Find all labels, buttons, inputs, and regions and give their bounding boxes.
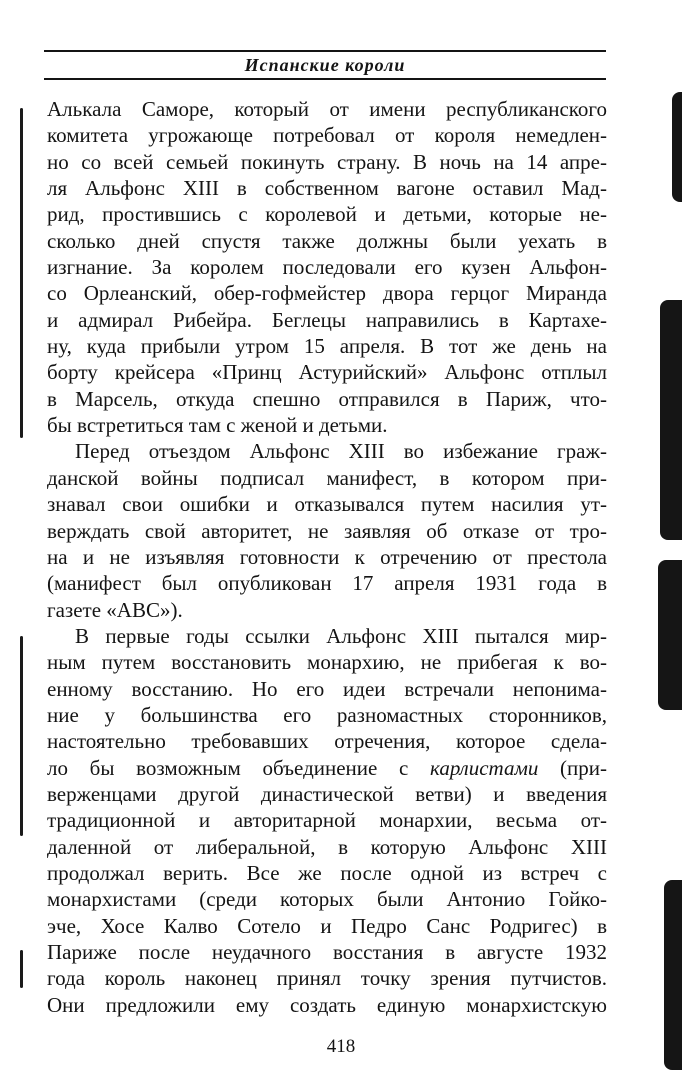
- text-line: года король наконец принял точку зрения путчистов.: [47, 966, 607, 991]
- text-line: ние у большинства его разномастных сторонников,: [47, 702, 607, 727]
- text-line: Перед отъездом Альфонс XIII во избежание граж-: [75, 439, 607, 464]
- page-number: 418: [326, 1036, 356, 1057]
- text-line: монархистами (среди которых были Антонио Гойко-: [47, 887, 607, 912]
- text-line: настоятельно требовавших отречения, которое сдела-: [47, 729, 607, 754]
- text-line: ля Альфонс XIII в собственном вагоне оставил Мад-: [47, 176, 607, 201]
- text-line: данской войны подписал манифест, в котором при-: [47, 465, 607, 490]
- text-line: даленной от либеральной, в которую Альфонс XIII: [47, 834, 607, 859]
- text-line: [47, 755, 607, 781]
- text-line: В первые годы ссылки Альфонс XIII пытался мир-: [75, 623, 607, 648]
- text-line: на и не изъявляя готовности к отречению от престола: [47, 544, 607, 569]
- text-line: эче, Хосе Калво Сотело и Педро Санс Родригес) в: [47, 913, 607, 938]
- margin-mark: [20, 950, 23, 988]
- text-line: верждать свой авторитет, не заявляя об отказе от тро-: [47, 518, 607, 543]
- text-line: и адмирал Рибейра. Беглецы направились в Картахе-: [47, 307, 607, 332]
- text-line: Париже после неудачного восстания в августе 1932: [47, 940, 607, 964]
- text-line: бы встретиться там с женой и детьми.: [47, 413, 388, 438]
- italic-term: карлистами: [430, 755, 539, 780]
- text-line: комитета угрожающе потребовал от короля немедлен-: [47, 123, 607, 148]
- text-segment: (при-: [538, 755, 608, 780]
- text-line: (манифест был опубликован 17 апреля 1931 года в: [47, 571, 607, 596]
- text-line: ну, куда прибыли утром 15 апреля. В тот же день на: [47, 334, 607, 359]
- text-line: Они предложили ему создать единую монархистскую: [47, 992, 607, 1017]
- text-segment: ло бы возможным объединение с: [47, 755, 431, 780]
- margin-mark: [20, 108, 23, 438]
- scan-edge-shadow: [660, 300, 682, 540]
- text-line: знавал свои ошибки и отказывался путем насилия ут-: [47, 492, 607, 517]
- text-line: изгнание. За королем последовали его кузен Альфон-: [47, 255, 607, 280]
- text-line: в Марсель, откуда спешно отправился в Париж, что-: [47, 386, 607, 411]
- paragraph: [47, 438, 607, 622]
- running-title: Испанские короли: [244, 55, 406, 75]
- text-line: но со всей семьей покинуть страну. В ночь на 14 апре-: [47, 149, 607, 174]
- text-line: традиционной и авторитарной монархии, весьма от-: [47, 808, 607, 833]
- text-line: сколько дней спустя также должны были уехать в: [47, 228, 607, 253]
- text-line: ным путем восстановить монархию, не прибегая к во-: [47, 650, 607, 675]
- header-rule-bottom: [44, 78, 606, 80]
- text-line: со Орлеанский, обер-гофмейстер двора герцог Миранда: [47, 281, 607, 306]
- margin-mark: [20, 636, 23, 836]
- text-line: верженцами другой династической ветви) и введения: [47, 781, 607, 806]
- scan-edge-shadow: [672, 92, 682, 202]
- text-line: рид, простившись с королевой и детьми, которые не-: [47, 202, 607, 227]
- text-line: продолжал верить. Все же после одной из встреч с: [47, 860, 607, 885]
- header-rule-top: [44, 50, 606, 52]
- paragraph: [47, 623, 607, 1018]
- text-line: Алькала Саморе, который от имени республиканского: [47, 97, 607, 121]
- scan-edge-shadow: [658, 560, 682, 710]
- text-line: енному восстанию. Но его идеи встречали непонима-: [47, 676, 607, 701]
- text-line: газете «ABC»).: [47, 597, 183, 622]
- text-line: борту крейсера «Принц Астурийский» Альфонс отплыл: [47, 360, 607, 385]
- paragraph: [47, 96, 607, 438]
- body-text: [47, 96, 607, 1018]
